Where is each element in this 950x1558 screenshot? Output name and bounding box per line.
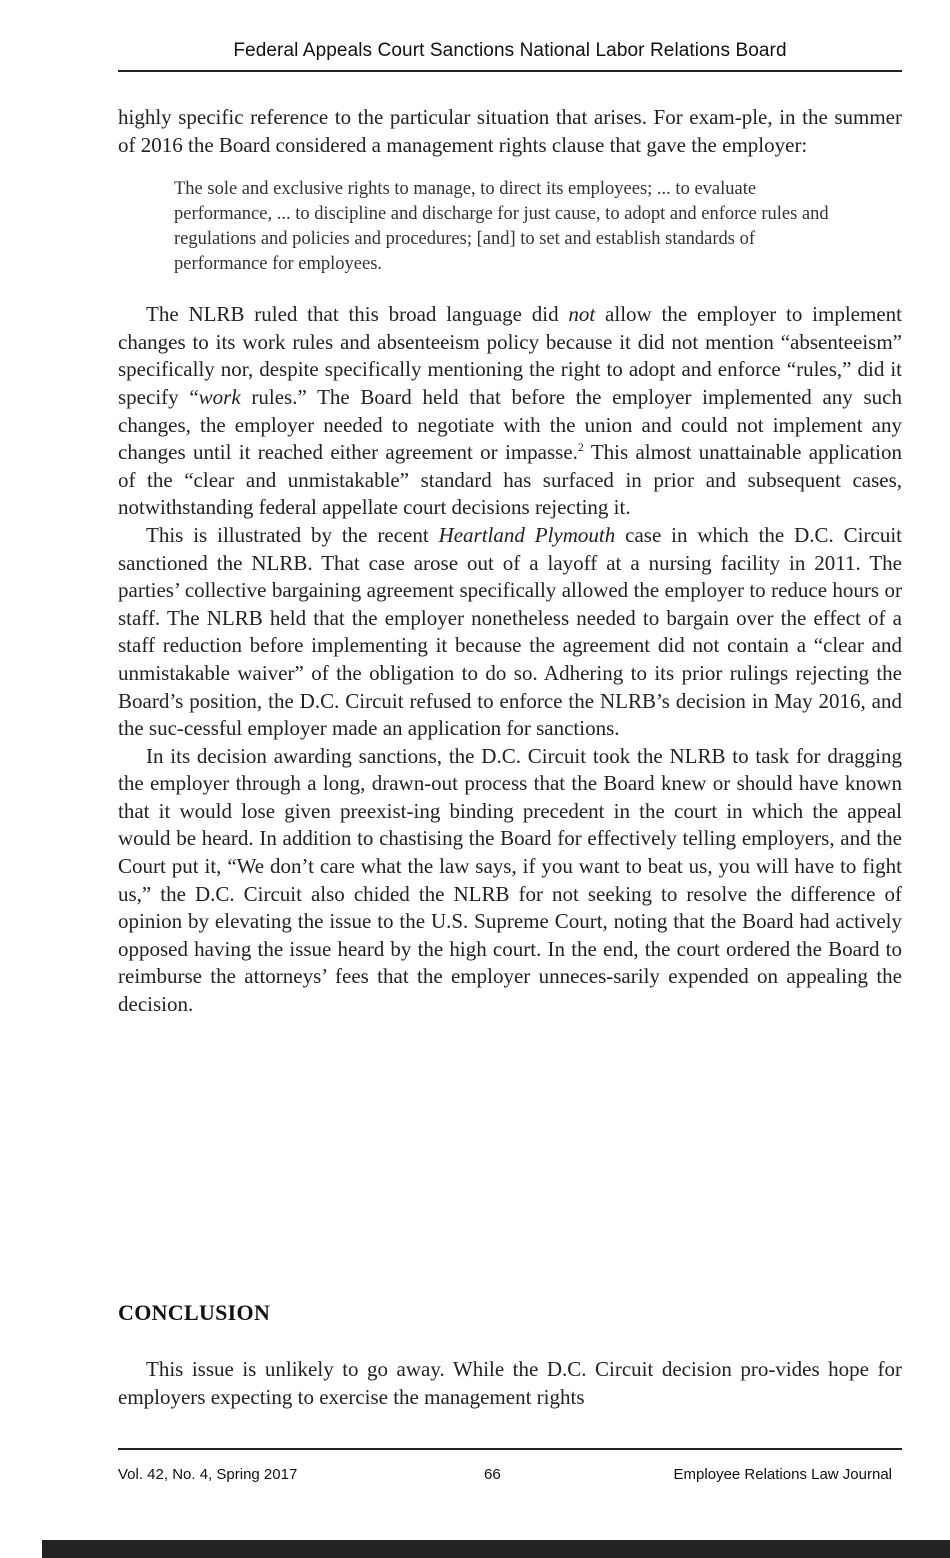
footer-rule bbox=[118, 1448, 902, 1450]
footnote-marker[interactable]: 2 bbox=[577, 440, 584, 455]
conclusion-body bbox=[118, 1356, 902, 1411]
block-quote: The sole and exclusive rights to manage, to direct its employees; ... to evaluate performance, ... to discipline and discharge for just cause, to adopt and enforce rules and regulations and policies and procedures; [and] to set and establish standards of performance for employees. bbox=[174, 179, 829, 275]
case-name: Heartland Plymouth bbox=[438, 522, 616, 547]
paragraph-2-text-e: rules.” The Board held that before the employer implemented any such changes, the employer needed to negotiate with the union and could not implement any changes until it reached either agreement or impasse. bbox=[118, 384, 902, 465]
footer-page-number: 66 bbox=[484, 1466, 501, 1483]
paragraph-2-text-c: allow the employer to implement changes to its work rules and absenteeism policy because it did not mention “absenteeism” specifically nor, despite specifically mentioning the right to adopt and enforce “rules,” did it specify “ bbox=[118, 302, 902, 409]
running-head-title: Federal Appeals Court Sanctions National Labor Relations Board bbox=[233, 40, 787, 61]
article-body bbox=[118, 104, 902, 1019]
footer-volume: Vol. 42, No. 4, Spring 2017 bbox=[118, 1466, 298, 1483]
section-heading-conclusion: CONCLUSION bbox=[118, 1300, 271, 1325]
paragraph-2-emphasis-not: not bbox=[568, 302, 596, 327]
header-rule bbox=[118, 70, 902, 72]
paragraph-4: In its decision awarding sanctions, the D.C. Circuit took the NLRB to task for dragging the employer through a long, drawn-out process that the Board knew or should have known that it would lose given preexist-ing binding precedent in the court in which the appeal would be heard. In addition to chastising the Board for effectively telling employers, and the Court put it, “We don’t care what the law says, if you want to beat us, you will have to fight us,” the D.C. Circuit also chided the NLRB for not seeking to resolve the difference of opinion by elevating the issue to the U.S. Supreme Court, noting that the Board had actively opposed having the issue heard by the high court. In the end, the court ordered the Board to reimburse the attorneys’ fees that the employer unneces-sarily expended on appealing the decision. bbox=[118, 743, 902, 1017]
paragraph-1: highly specific reference to the particular situation that arises. For exam-ple, in the summer of 2016 the Board considered a management rights clause that gave the employer: bbox=[118, 105, 902, 157]
paragraph-3-text-a: This is illustrated by the recent bbox=[146, 522, 439, 547]
footer-journal-name: Employee Relations Law Journal bbox=[673, 1466, 892, 1483]
viewer-bottom-bar bbox=[42, 1540, 950, 1558]
paragraph-2-emphasis-work: work bbox=[198, 384, 241, 409]
conclusion-paragraph: This issue is unlikely to go away. While the D.C. Circuit decision pro-vides hope for employers expecting to exercise the management rights bbox=[118, 1357, 902, 1409]
paragraph-2-text-g: This almost unattainable application of the “clear and unmistakable” standard has surfaced in prior and subsequent cases, notwithstanding federal appellate court decisions rejecting it. bbox=[118, 440, 902, 520]
paragraph-3 bbox=[118, 522, 902, 743]
paragraph-3-text-c: case in which the D.C. Circuit sanctioned the NLRB. That case arose out of a layoff at a nursing facility in 2011. The parties’ collective bargaining agreement specifically allowed the employer to reduce hours or staff. The NLRB held that the employer nonetheless needed to bargain over the effect of a staff reduction before implementing it because the agreement did not contain a “clear and unmistakable waiver” of the obligation to do so. Adhering to its prior rulings rejecting the Board’s position, the D.C. Circuit refused to enforce the NLRB’s decision in May 2016, and the suc-cessful employer made an application for sanctions. bbox=[118, 522, 902, 741]
paragraph-2-text-a: The NLRB ruled that this broad language did bbox=[146, 302, 569, 327]
paragraph-2 bbox=[118, 301, 902, 522]
